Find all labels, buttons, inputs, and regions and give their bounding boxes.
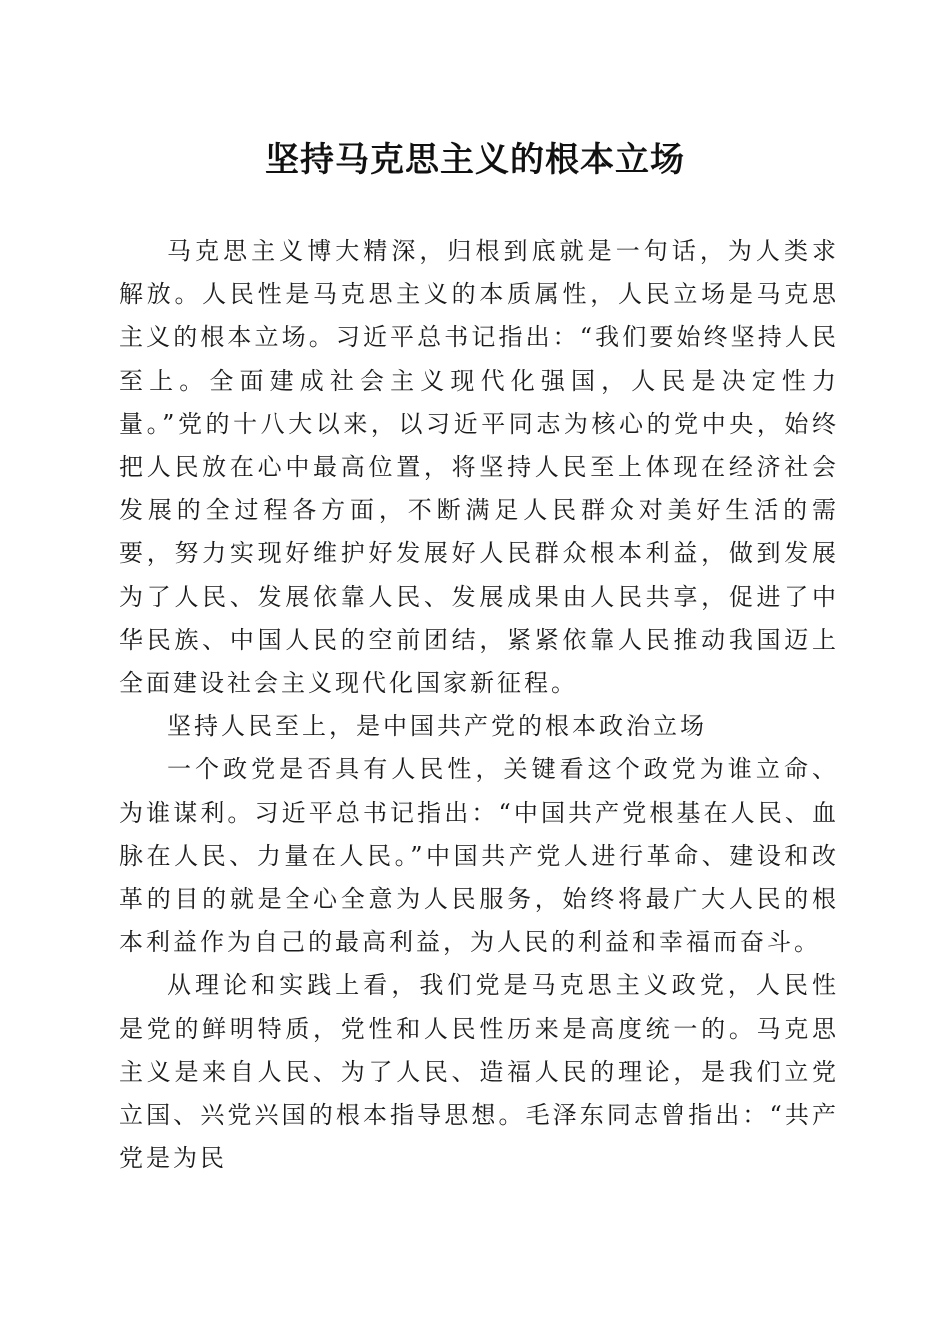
paragraph-theory-practice: 从理论和实践上看，我们党是马克思主义政党，人民性是党的鲜明特质，党性和人民性历来是高度统一的。马克思主义是来自人民、为了人民、造福人民的理论，是我们立党立国、兴党兴国的根本指导思想。毛泽东同志曾指出：“共产党是为民 (119, 971, 839, 1173)
document-body (119, 230, 839, 1180)
paragraph-intro: 马克思主义博大精深，归根到底就是一句话，为人类求解放。人民性是马克思主义的本质属性，人民立场是马克思主义的根本立场。习近平总书记指出：“我们要始终坚持人民至上。全面建成社会主义现代化强国，人民是决定性力量。”党的十八大以来，以习近平同志为核心的党中央，始终把人民放在心中最高位置，将坚持人民至上体现在经济社会发展的全过程各方面，不断满足人民群众对美好生活的需要，努力实现好维护好发展好人民群众根本利益，做到发展为了人民、发展依靠人民、发展成果由人民共享，促进了中华民族、中国人民的空前团结，紧紧依靠人民推动我国迈上全面建设社会主义现代化国家新征程。 (119, 237, 839, 698)
document-title: 坚持马克思主义的根本立场 (265, 140, 685, 180)
section-heading: 坚持人民至上，是中国共产党的根本政治立场 (167, 712, 707, 741)
paragraph-party-nature: 一个政党是否具有人民性，关键看这个政党为谁立命、为谁谋利。习近平总书记指出：“中国共产党根基在人民、血脉在人民、力量在人民。”中国共产党人进行革命、建设和改革的目的就是全心全意为人民服务，始终将最广大人民的根本利益作为自己的最高利益，为人民的利益和幸福而奋斗。 (119, 755, 839, 957)
